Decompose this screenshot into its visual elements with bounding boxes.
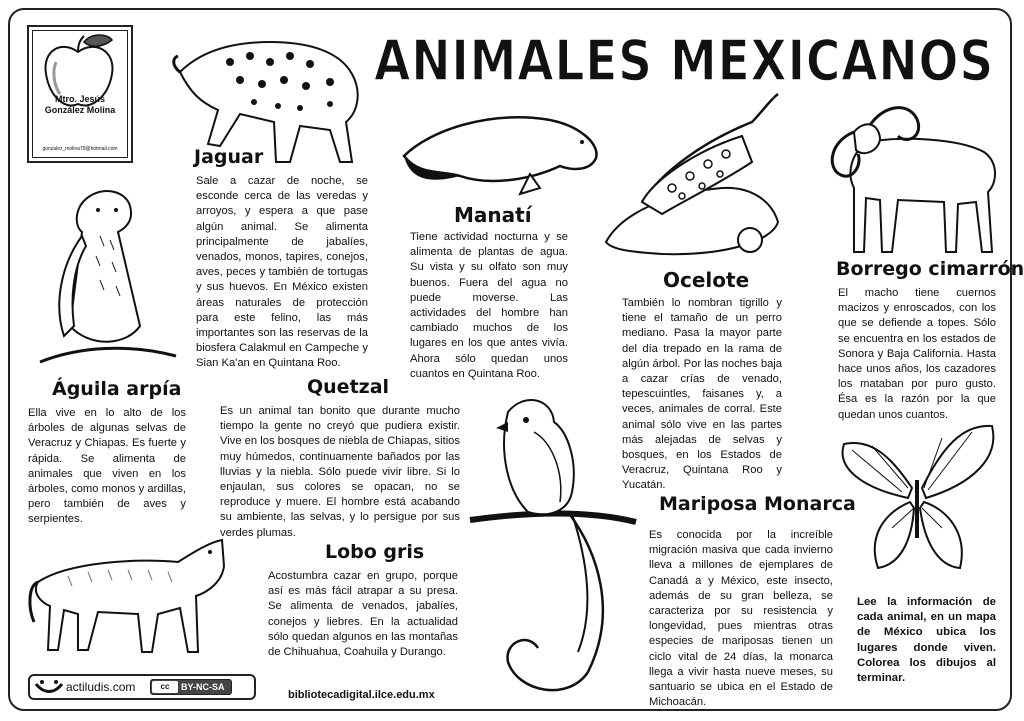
ocelot-illustration [602,92,788,262]
lobo-heading: Lobo gris [325,541,425,563]
monarch-butterfly-illustration [832,418,1002,578]
page-title-art [370,24,1010,94]
library-link[interactable]: bibliotecadigital.ilce.edu.mx [288,689,435,701]
site-link[interactable]: actiludis.com [66,680,136,694]
jaguar-heading: Jaguar [194,146,264,168]
bighorn-sheep-illustration [808,92,1004,258]
borrego-text: El macho tiene cuernos macizos y enroscados, con los que se defiende a topes. Sólo se encuentra en los estados de Sonora y Baja California. Hasta hace unos años, los cazadores los mataban por puro gusto. Ésa es la razón por la que quedan unos cuantos. [838,287,996,421]
harpy-eagle-illustration [30,176,180,372]
quetzal-text: Es un animal tan bonito que durante mucho tiempo la gente no creyó que pudiera existir. Vive en los bosques de niebla de Chiapas, sitios muy húmedos, continuamente bañados por las lluvias y la niebla. Sólo puede vivir libre. Si lo enjaulan, sus colores se opacan, no se reproduce y muere. El hombre está acabando su ambiente, las selvas, y lo persigue por sus verdes plumas. [220,405,460,539]
actiludis-logo-icon [34,678,64,696]
gray-wolf-illustration [28,522,228,658]
quetzal-heading: Quetzal [307,376,390,398]
aguila-heading: Águila arpía [52,378,182,400]
manati-text: Tiene actividad nocturna y se alimenta de plantas de agua. Su vista y su olfato son muy buenos. Fuera del agua no puede moverse. Las actividades del hombre han cambiado muchos de los lugares en los que antes vivía. Ahora sólo quedan unos cuantos en Quintana Roo. [410,231,568,380]
lobo-text: Acostumbra cazar en grupo, porque así es más fácil atrapar a su presa. Se alimenta de venados, jabalíes, conejos y liebres. En la actualidad sólo quedan algunos en las montañas de Chihuahua, Coahuila y Durango. [268,570,458,659]
borrego-heading: Borrego cimarrón [836,258,1024,280]
author-name-line1: Mtro. Jesús [54,94,105,104]
author-name-line2: González Molina [44,105,116,115]
mariposa-text: Es conocida por la increíble migración masiva que cada invierno lleva a millones de ejemplares de Canadá a y México, este insecto, además de su gran belleza, se caracteriza por su resistencia y longevidad, pues mientras otras especies de mariposas tienen un ciclo vital de 24 días, la monarca llega a vivir hasta nueve meses, su santuario se ubica en el Estado de Michoacán. [649,529,833,709]
manatee-illustration [400,100,606,196]
quetzal-illustration [468,392,638,704]
mariposa-heading: Mariposa Monarca [659,493,856,515]
author-email: gonzalez_molina79@hotmail.com [42,146,118,152]
instructions-text: Lee la información de cada animal, en un mapa de México ubica los lugares donde viven. Colorea los dibujos al terminar. [857,596,996,685]
author-name [27,94,133,116]
page-title: ANIMALES MEXICANOS [374,29,994,94]
manati-heading: Manatí [454,203,532,227]
jaguar-text: Sale a cazar de noche, se esconde cerca de las veredas y arroyos, y espera a que pase algún animal. Se alimenta principalmente de jabalíes, venados, monos, tapires, conejos, aves, peces y también de tortugas y sus huevos. En México existen áreas naturales de protección para este felino, las más importantes son las reservas de la biosfera Calakmul en Campeche y Sian Ka'an en Quintana Roo. [196,175,368,370]
license-text: BY-NC-SA [181,682,225,692]
ocelote-heading: Ocelote [663,268,750,292]
ocelote-text: También lo nombran tigrillo y tiene el tamaño de un perro mediano. Pasa la mayor parte del día trepado en la rama de algún árbol. Por las noches baja a cazar crías de venado, tepescuintles, faisanes y, a veces, animales de corral. Este animal sólo vive en las partes más alejadas de selvas y bosques, en los Estados de Veracruz, Quintana Roo y Yucatán. [622,297,782,492]
cc-icon: cc [152,681,178,693]
license-badge [150,679,232,695]
aguila-text: Ella vive en lo alto de los árboles de algunas selvas de Veracruz y Chiapas. Es fuerte y rápida. Se alimenta de animales que viven en los árboles, como monos y ardillas, pero también de aves y serpientes. [28,407,186,526]
